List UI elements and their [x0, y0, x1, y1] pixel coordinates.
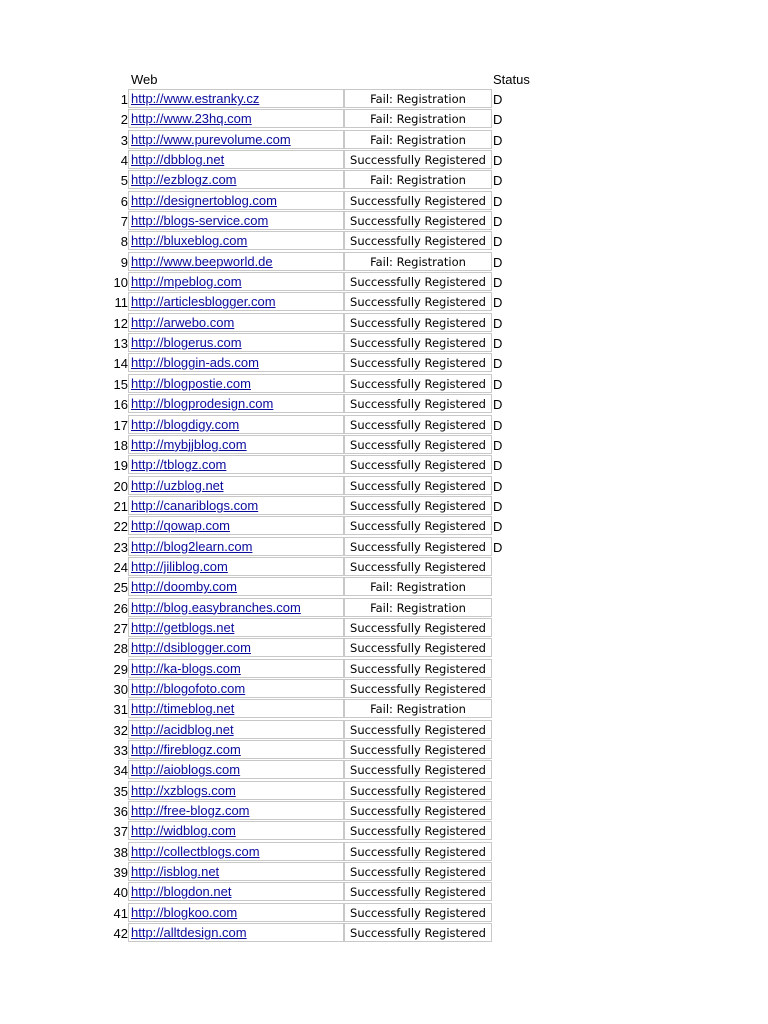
row-number: 35 [113, 783, 128, 799]
status-cell: D [493, 437, 503, 453]
status-cell: D [493, 356, 503, 372]
status-cell: D [493, 214, 503, 230]
website-link[interactable]: http://aioblogs.com [131, 762, 241, 778]
table-row [0, 333, 768, 353]
website-link[interactable]: http://ezblogz.com [131, 172, 237, 188]
table-row [0, 496, 768, 516]
registration-result: Successfully Registered [344, 720, 492, 739]
table-row [0, 109, 768, 129]
registration-result: Successfully Registered [344, 231, 492, 250]
status-cell: D [493, 132, 503, 148]
registration-result: Successfully Registered [344, 842, 492, 861]
url-cell [128, 191, 344, 210]
url-cell [128, 679, 344, 698]
website-link[interactable]: http://blogs-service.com [131, 213, 269, 229]
status-cell: D [493, 397, 503, 413]
row-number: 21 [113, 498, 128, 514]
table-row [0, 231, 768, 251]
row-number: 25 [113, 580, 128, 596]
spreadsheet [0, 70, 768, 943]
url-cell [128, 313, 344, 332]
website-link[interactable]: http://dsiblogger.com [131, 640, 251, 656]
registration-result: Successfully Registered [344, 455, 492, 474]
row-number: 37 [113, 824, 128, 840]
url-cell [128, 374, 344, 393]
url-cell [128, 231, 344, 250]
row-number: 33 [113, 743, 128, 758]
table-body [0, 89, 768, 943]
status-cell: D [493, 539, 503, 555]
table-row [0, 923, 768, 943]
website-link[interactable]: http://alltdesign.com [131, 925, 247, 941]
status-cell: D [493, 92, 503, 107]
row-number: 34 [113, 763, 128, 779]
row-number: 8 [120, 234, 128, 250]
status-cell: D [493, 498, 503, 514]
registration-result: Successfully Registered [344, 537, 492, 556]
table-row [0, 557, 768, 577]
row-number: 12 [113, 315, 128, 331]
row-number: 3 [120, 132, 128, 148]
table-row [0, 598, 768, 618]
table-row [0, 537, 768, 557]
table-row [0, 638, 768, 658]
registration-result: Successfully Registered [344, 903, 492, 922]
registration-result: Successfully Registered [344, 313, 492, 332]
registration-result: Successfully Registered [344, 415, 492, 434]
row-number: 2 [120, 112, 128, 128]
url-cell [128, 821, 344, 840]
web-column-header: Web [131, 72, 158, 87]
row-number: 23 [113, 539, 128, 555]
url-cell [128, 740, 344, 759]
website-link[interactable]: http://mpeblog.com [131, 274, 242, 290]
website-link[interactable]: http://blogkoo.com [131, 904, 238, 920]
row-number: 40 [113, 885, 128, 901]
table-row [0, 353, 768, 373]
registration-result: Fail: Registration [344, 252, 492, 271]
registration-result: Successfully Registered [344, 476, 492, 495]
url-cell [128, 598, 344, 617]
url-cell [128, 618, 344, 637]
registration-result: Fail: Registration [344, 577, 492, 596]
row-number: 39 [113, 865, 128, 881]
status-column-header: Status [493, 72, 530, 87]
url-cell [128, 801, 344, 820]
url-cell [128, 537, 344, 556]
row-number: 11 [114, 295, 128, 311]
table-row [0, 862, 768, 882]
status-cell: D [493, 478, 503, 494]
row-number: 13 [113, 336, 128, 352]
url-cell [128, 496, 344, 515]
table-row [0, 516, 768, 536]
table-row [0, 191, 768, 211]
url-cell [128, 109, 344, 128]
table-row [0, 618, 768, 638]
registration-result: Successfully Registered [344, 882, 492, 901]
row-number: 36 [113, 804, 128, 820]
row-number: 19 [113, 458, 128, 474]
row-number: 29 [113, 661, 128, 677]
row-number: 22 [113, 519, 128, 535]
url-cell [128, 394, 344, 413]
table-row [0, 699, 768, 719]
status-cell: D [493, 254, 503, 270]
website-link[interactable]: http://jiliblog.com [131, 558, 228, 574]
table-row [0, 577, 768, 597]
url-cell [128, 252, 344, 271]
website-link[interactable]: http://widblog.com [131, 823, 236, 839]
row-number: 14 [113, 356, 128, 372]
website-link[interactable]: http://isblog.net [131, 864, 220, 880]
website-link[interactable]: http://blogerus.com [131, 335, 242, 351]
url-cell [128, 170, 344, 189]
website-link[interactable]: http://www.estranky.cz [131, 91, 260, 106]
website-link[interactable]: http://acidblog.net [131, 721, 234, 737]
table-row [0, 903, 768, 923]
url-cell [128, 781, 344, 800]
status-cell: D [493, 112, 503, 128]
registration-result: Successfully Registered [344, 923, 492, 942]
table-row [0, 374, 768, 394]
website-link[interactable]: http://fireblogz.com [131, 742, 241, 757]
row-number: 18 [113, 437, 128, 453]
website-link[interactable]: http://timeblog.net [131, 701, 235, 717]
row-number: 1 [120, 92, 128, 107]
registration-result: Fail: Registration [344, 130, 492, 149]
status-cell: D [493, 234, 503, 250]
row-number: 15 [113, 376, 128, 392]
url-cell [128, 211, 344, 230]
url-cell [128, 272, 344, 291]
row-number: 27 [113, 620, 128, 636]
url-cell [128, 435, 344, 454]
row-number: 9 [120, 254, 128, 270]
registration-result: Successfully Registered [344, 496, 492, 515]
registration-result: Successfully Registered [344, 150, 492, 169]
registration-result: Successfully Registered [344, 659, 492, 678]
website-link[interactable]: http://tblogz.com [131, 457, 227, 473]
website-link[interactable]: http://bloggin-ads.com [131, 355, 259, 371]
url-cell [128, 455, 344, 474]
row-number: 17 [113, 417, 128, 433]
registration-result: Successfully Registered [344, 353, 492, 372]
website-link[interactable]: http://free-blogz.com [131, 803, 250, 819]
status-cell: D [493, 295, 503, 311]
table-row [0, 313, 768, 333]
url-cell [128, 130, 344, 149]
registration-result: Successfully Registered [344, 272, 492, 291]
registration-result: Fail: Registration [344, 109, 492, 128]
url-cell [128, 415, 344, 434]
table-row [0, 801, 768, 821]
row-number: 4 [120, 153, 128, 169]
row-number: 32 [113, 722, 128, 738]
table-row [0, 882, 768, 902]
table-row [0, 720, 768, 740]
url-cell [128, 516, 344, 535]
registration-result: Successfully Registered [344, 760, 492, 779]
table-row [0, 272, 768, 292]
url-cell [128, 333, 344, 352]
registration-result: Successfully Registered [344, 862, 492, 881]
status-cell: D [493, 519, 503, 535]
url-cell [128, 638, 344, 657]
table-row [0, 679, 768, 699]
website-link[interactable]: http://blog.easybranches.com [131, 599, 301, 615]
registration-result: Successfully Registered [344, 394, 492, 413]
table-row [0, 89, 768, 109]
url-cell [128, 292, 344, 311]
url-cell [128, 903, 344, 922]
website-link[interactable]: http://bluxeblog.com [131, 233, 248, 249]
row-number: 6 [120, 193, 128, 209]
row-number: 10 [113, 275, 128, 291]
url-cell [128, 923, 344, 942]
website-link[interactable]: http://articlesblogger.com [131, 294, 276, 310]
table-row [0, 455, 768, 475]
row-number: 24 [113, 559, 128, 575]
url-cell [128, 89, 344, 108]
website-link[interactable]: http://doomby.com [131, 579, 237, 595]
status-cell: D [493, 376, 503, 392]
website-link[interactable]: http://blogprodesign.com [131, 396, 274, 412]
table-row [0, 476, 768, 496]
url-cell [128, 557, 344, 576]
row-number: 20 [113, 478, 128, 494]
url-cell [128, 699, 344, 718]
table-row [0, 435, 768, 455]
website-link[interactable]: http://canariblogs.com [131, 497, 259, 513]
website-link[interactable]: http://ka-blogs.com [131, 660, 241, 676]
website-link[interactable]: http://blog2learn.com [131, 538, 253, 554]
website-link[interactable]: http://blogdon.net [131, 884, 232, 900]
row-number: 30 [113, 681, 128, 697]
url-cell [128, 577, 344, 596]
registration-result: Successfully Registered [344, 374, 492, 393]
website-link[interactable]: http://blogpostie.com [131, 375, 251, 391]
registration-result: Successfully Registered [344, 781, 492, 800]
website-link[interactable]: http://collectblogs.com [131, 843, 260, 859]
website-link[interactable]: http://getblogs.net [131, 619, 235, 635]
website-link[interactable]: http://qowap.com [131, 518, 230, 534]
website-link[interactable]: http://www.23hq.com [131, 111, 252, 127]
table-row [0, 170, 768, 190]
url-cell [128, 862, 344, 881]
header-row [0, 70, 768, 89]
table-row [0, 740, 768, 760]
website-link[interactable]: http://blogofoto.com [131, 680, 246, 696]
status-cell: D [493, 153, 503, 169]
table-row [0, 760, 768, 780]
website-link[interactable]: http://uzblog.net [131, 477, 224, 493]
status-cell: D [493, 173, 503, 189]
registration-result: Successfully Registered [344, 821, 492, 840]
website-link[interactable]: http://www.purevolume.com [131, 131, 291, 147]
row-number: 7 [120, 214, 128, 230]
registration-result: Successfully Registered [344, 191, 492, 210]
registration-result: Successfully Registered [344, 292, 492, 311]
website-link[interactable]: http://arwebo.com [131, 314, 235, 330]
website-link[interactable]: http://dbblog.net [131, 152, 225, 168]
status-cell: D [493, 315, 503, 331]
row-number: 41 [113, 905, 128, 921]
row-number: 16 [113, 397, 128, 413]
registration-result: Fail: Registration [344, 598, 492, 617]
table-row [0, 252, 768, 272]
url-cell [128, 720, 344, 739]
registration-result: Successfully Registered [344, 557, 492, 576]
registration-result: Fail: Registration [344, 699, 492, 718]
table-row [0, 781, 768, 801]
registration-result: Successfully Registered [344, 740, 492, 759]
table-row [0, 415, 768, 435]
status-cell: D [493, 336, 503, 352]
url-cell [128, 476, 344, 495]
table-row [0, 150, 768, 170]
table-row [0, 292, 768, 312]
url-cell [128, 842, 344, 861]
website-link[interactable]: http://xzblogs.com [131, 782, 236, 798]
registration-result: Successfully Registered [344, 435, 492, 454]
table-row [0, 842, 768, 862]
table-row [0, 659, 768, 679]
registration-result: Successfully Registered [344, 211, 492, 230]
url-cell [128, 882, 344, 901]
registration-result: Successfully Registered [344, 801, 492, 820]
table-row [0, 211, 768, 231]
registration-result: Successfully Registered [344, 679, 492, 698]
table-row [0, 394, 768, 414]
registration-result: Fail: Registration [344, 170, 492, 189]
website-link[interactable]: http://blogdigy.com [131, 416, 240, 432]
website-link[interactable]: http://www.beepworld.de [131, 253, 273, 269]
url-cell [128, 353, 344, 372]
row-number: 5 [120, 173, 128, 189]
url-cell [128, 150, 344, 169]
registration-result: Successfully Registered [344, 618, 492, 637]
table-row [0, 821, 768, 841]
row-number: 26 [113, 600, 128, 616]
url-cell [128, 760, 344, 779]
registration-result: Successfully Registered [344, 638, 492, 657]
row-number: 31 [113, 702, 128, 718]
status-cell: D [493, 275, 503, 291]
row-number: 38 [113, 844, 128, 860]
row-number: 28 [113, 641, 128, 657]
registration-result: Fail: Registration [344, 89, 492, 108]
website-link[interactable]: http://designertoblog.com [131, 192, 277, 208]
status-cell: D [493, 458, 503, 474]
table-row [0, 130, 768, 150]
registration-result: Successfully Registered [344, 333, 492, 352]
status-cell: D [493, 193, 503, 209]
status-cell: D [493, 417, 503, 433]
url-cell [128, 659, 344, 678]
row-number: 42 [113, 926, 128, 942]
registration-result: Successfully Registered [344, 516, 492, 535]
website-link[interactable]: http://mybjjblog.com [131, 436, 247, 452]
